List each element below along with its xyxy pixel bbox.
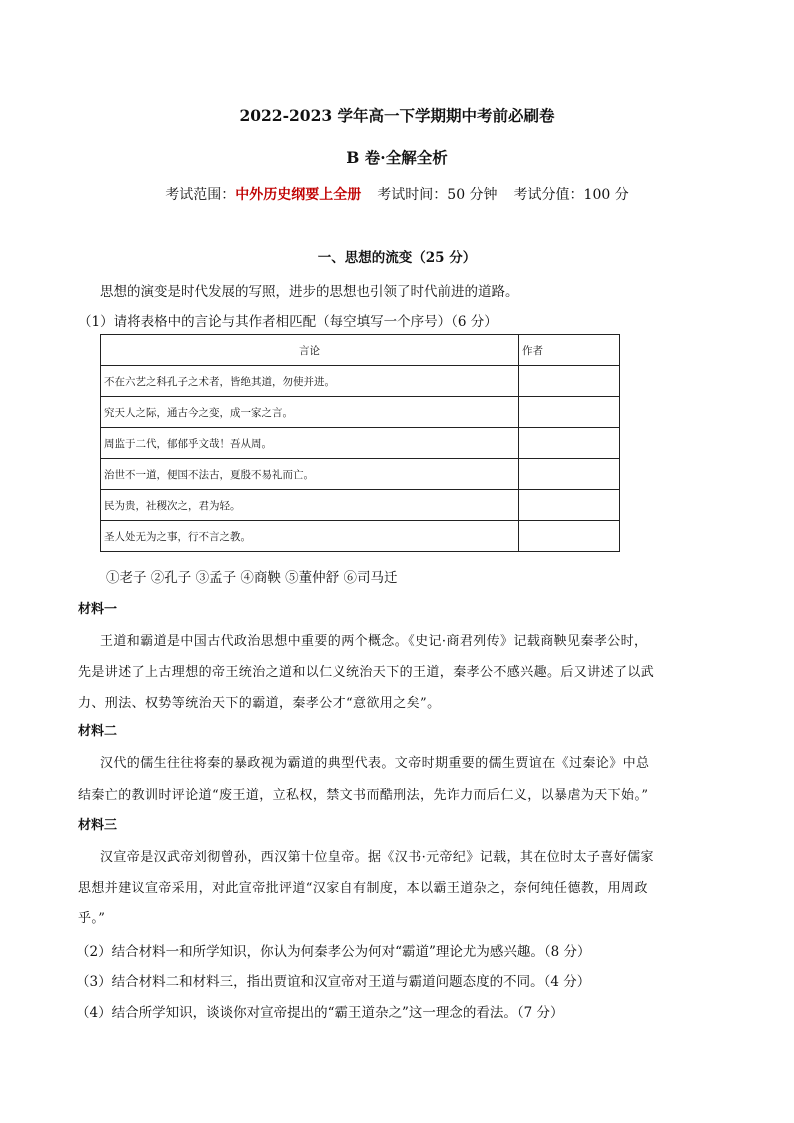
quote-cell: 周监于二代，郁郁乎文哉！吾从周。 bbox=[101, 428, 519, 459]
material-2-label: 材料二 bbox=[78, 724, 118, 739]
scope-label: 考试范围： bbox=[165, 187, 236, 203]
table-row bbox=[101, 459, 620, 490]
material-3-line: 汉宣帝是汉武帝刘彻曾孙，西汉第十位皇帝。据《汉书·元帝纪》记载，其在位时太子喜好儒家 bbox=[100, 850, 654, 865]
author-options: ①老子 ②孔子 ③孟子 ④商鞅 ⑤董仲舒 ⑥司马迁 bbox=[106, 570, 398, 586]
material-1-line: 力、刑法、权势等统治天下的霸道，秦孝公才“意欲用之矣”。 bbox=[78, 696, 441, 711]
material-2-line: 结秦亡的教训时评论道“废王道，立私权，禁文书而酷刑法，先诈力而后仁义，以暴虐为天下始。” bbox=[78, 788, 649, 803]
exam-time: 考试时间：50 分钟 bbox=[377, 187, 498, 203]
table-header-row bbox=[101, 335, 620, 366]
question-3: （3）结合材料二和材料三，指出贾谊和汉宣帝对王道与霸道问题态度的不同。（4 分） bbox=[76, 974, 591, 990]
author-answer-cell[interactable] bbox=[519, 428, 620, 459]
quote-cell: 圣人处无为之事，行不言之教。 bbox=[101, 521, 519, 552]
exam-info bbox=[0, 184, 794, 204]
quote-cell: 究天人之际，通古今之变，成一家之言。 bbox=[101, 397, 519, 428]
table-row bbox=[101, 397, 620, 428]
section-title: 一、思想的流变（25 分） bbox=[317, 250, 477, 266]
table-row bbox=[101, 366, 620, 397]
exam-title: 2022-2023 学年高一下学期期中考前必刷卷 bbox=[239, 106, 555, 125]
material-3-line: 乎。” bbox=[78, 911, 106, 926]
author-answer-cell[interactable] bbox=[519, 397, 620, 428]
table-row bbox=[101, 428, 620, 459]
section-intro: 思想的演变是时代发展的写照，进步的思想也引领了时代前进的道路。 bbox=[100, 284, 519, 300]
header-author: 作者 bbox=[519, 335, 620, 366]
table-row bbox=[101, 490, 620, 521]
author-answer-cell[interactable] bbox=[519, 490, 620, 521]
material-1-line: 王道和霸道是中国古代政治思想中重要的两个概念。《史记·商君列传》记载商鞅见秦孝公时， bbox=[100, 634, 648, 649]
header-quote: 言论 bbox=[101, 335, 519, 366]
quote-author-table bbox=[100, 334, 620, 552]
material-1-label: 材料一 bbox=[78, 602, 118, 617]
author-answer-cell[interactable] bbox=[519, 366, 620, 397]
quote-cell: 治世不一道，便国不法古，夏殷不易礼而亡。 bbox=[101, 459, 519, 490]
exam-subtitle: B 卷·全解全析 bbox=[346, 148, 448, 167]
author-answer-cell[interactable] bbox=[519, 521, 620, 552]
quote-cell: 不在六艺之科孔子之术者，皆绝其道，勿使并进。 bbox=[101, 366, 519, 397]
author-answer-cell[interactable] bbox=[519, 459, 620, 490]
material-3-label: 材料三 bbox=[78, 818, 118, 833]
quote-cell: 民为贵，社稷次之，君为轻。 bbox=[101, 490, 519, 521]
table-row bbox=[101, 521, 620, 552]
scope-value: 中外历史纲要上全册 bbox=[235, 187, 362, 203]
exam-score: 考试分值：100 分 bbox=[513, 187, 629, 203]
material-1-line: 先是讲述了上古理想的帝王统治之道和以仁义统治天下的王道，秦孝公不感兴趣。后又讲述了以武 bbox=[78, 665, 655, 680]
question-4: （4）结合所学知识，谈谈你对宣帝提出的“霸王道杂之”这一理念的看法。（7 分） bbox=[76, 1005, 564, 1021]
material-3-line: 思想并建议宣帝采用，对此宣帝批评道“汉家自有制度，本以霸王道杂之，奈何纯任德教，用周政 bbox=[78, 881, 648, 896]
question-1: （1）请将表格中的言论与其作者相匹配（每空填写一个序号）（6 分） bbox=[78, 314, 498, 330]
material-2-line: 汉代的儒生往往将秦的暴政视为霸道的典型代表。文帝时期重要的儒生贾谊在《过秦论》中总 bbox=[100, 756, 650, 771]
question-2: （2）结合材料一和所学知识，你认为何秦孝公为何对“霸道”理论尤为感兴趣。（8 分） bbox=[76, 944, 591, 960]
